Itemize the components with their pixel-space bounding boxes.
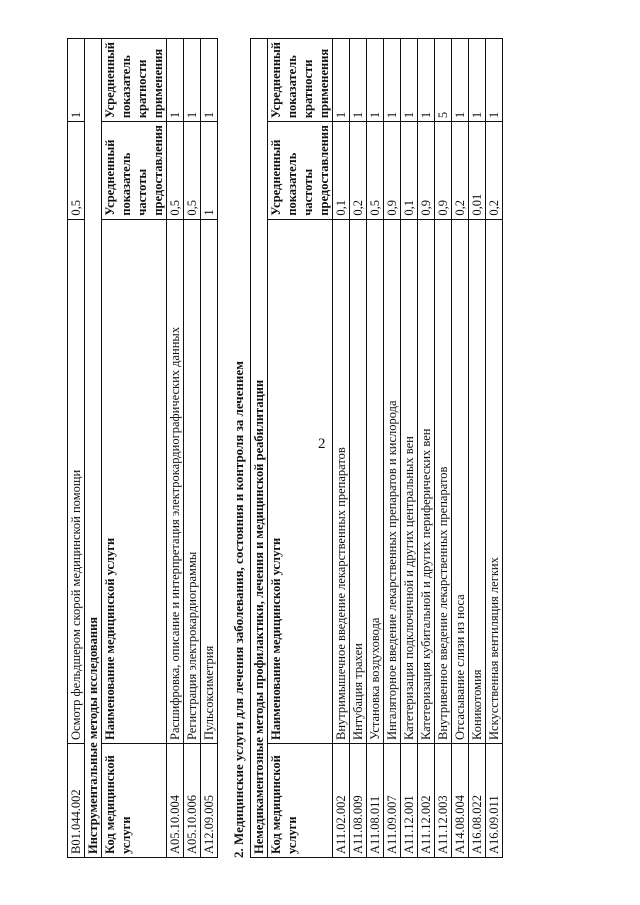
name-cell: Отсасывание слизи из носа: [452, 219, 469, 743]
name-cell: Регистрация электрокардиограммы: [184, 219, 201, 743]
name-cell: Интубация трахеи: [350, 219, 367, 743]
header-code: Код медицинской услуги: [102, 744, 167, 858]
name-cell: Пульсоксиметрия: [201, 219, 218, 743]
code-cell: A11.12.003: [435, 744, 452, 858]
table-diagnostics: [67, 38, 218, 858]
table-row: [435, 39, 452, 858]
section-heading: 2. Медицинские услуги для лечения заболевания, состояния и контроля за лечением: [231, 360, 246, 858]
table-row: [350, 39, 367, 858]
mult-cell: 1: [401, 39, 418, 122]
code-cell: A11.09.007: [384, 744, 401, 858]
freq-cell: 0,1: [401, 122, 418, 220]
code-cell: A16.08.022: [469, 744, 486, 858]
section-title: Немедикаментозные методы профилактики, лечения и медицинской реабилитации: [251, 39, 268, 858]
table-row: [367, 39, 384, 858]
mult-cell: 1: [418, 39, 435, 122]
table-row: [167, 39, 184, 858]
mult-cell: 1: [184, 39, 201, 122]
page-number: 2: [318, 436, 326, 452]
code-cell: A11.12.001: [401, 744, 418, 858]
section-title: Инструментальные методы исследования: [85, 39, 102, 858]
section-row: [251, 39, 268, 858]
code-cell: B01.044.002: [68, 744, 85, 858]
name-cell: Осмотр фельдшером скорой медицинской помощи: [68, 219, 85, 743]
mult-cell: 1: [333, 39, 350, 122]
mult-cell: 1: [486, 39, 503, 122]
table-row: [452, 39, 469, 858]
table-row: [333, 39, 350, 858]
code-cell: A12.09.005: [201, 744, 218, 858]
table-row: [68, 39, 85, 858]
name-cell: Коникотомия: [469, 219, 486, 743]
freq-cell: 0,5: [68, 122, 85, 220]
header-freq: Усредненный показатель частоты предоставления: [102, 122, 167, 220]
freq-cell: 0,5: [167, 122, 184, 220]
freq-cell: 0,5: [184, 122, 201, 220]
header-name: Наименование медицинской услуги: [102, 219, 167, 743]
table-row: [418, 39, 435, 858]
freq-cell: 0,9: [384, 122, 401, 220]
freq-cell: 0,9: [418, 122, 435, 220]
table-row: [201, 39, 218, 858]
name-cell: Искусственная вентиляция легких: [486, 219, 503, 743]
freq-cell: 0,01: [469, 122, 486, 220]
freq-cell: 0,1: [333, 122, 350, 220]
rotated-content: [67, 38, 501, 858]
table-row: [401, 39, 418, 858]
table-row: [184, 39, 201, 858]
name-cell: Установка воздуховода: [367, 219, 384, 743]
mult-cell: 1: [452, 39, 469, 122]
freq-cell: 0,9: [435, 122, 452, 220]
code-cell: A16.09.011: [486, 744, 503, 858]
code-cell: A11.12.002: [418, 744, 435, 858]
header-code: Код медицинской услуги: [268, 744, 333, 858]
code-cell: A05.10.004: [167, 744, 184, 858]
section-row: [85, 39, 102, 858]
code-cell: A14.08.004: [452, 744, 469, 858]
name-cell: Внутривенное введение лекарственных препаратов: [435, 219, 452, 743]
table-row: [469, 39, 486, 858]
mult-cell: 1: [350, 39, 367, 122]
code-cell: A11.02.002: [333, 744, 350, 858]
table-row: [384, 39, 401, 858]
mult-cell: 1: [167, 39, 184, 122]
header-row: [268, 39, 333, 858]
freq-cell: 1: [201, 122, 218, 220]
table-row: [486, 39, 503, 858]
header-freq: Усредненный показатель частоты предоставления: [268, 122, 333, 220]
header-mult: Усредненный показатель кратности применения: [102, 39, 167, 122]
header-name: Наименование медицинской услуги: [268, 219, 333, 743]
mult-cell: 1: [384, 39, 401, 122]
header-row: [102, 39, 167, 858]
mult-cell: 1: [68, 39, 85, 122]
mult-cell: 1: [201, 39, 218, 122]
freq-cell: 0,2: [486, 122, 503, 220]
code-cell: A11.08.009: [350, 744, 367, 858]
mult-cell: 1: [367, 39, 384, 122]
mult-cell: 5: [435, 39, 452, 122]
code-cell: A05.10.006: [184, 744, 201, 858]
name-cell: Катетеризация кубитальной и других периферических вен: [418, 219, 435, 743]
code-cell: A11.08.011: [367, 744, 384, 858]
name-cell: Катетеризация подключичной и других центральных вен: [401, 219, 418, 743]
name-cell: Внутримышечное введение лекарственных препаратов: [333, 219, 350, 743]
name-cell: Ингаляторное введение лекарственных препаратов и кислорода: [384, 219, 401, 743]
header-mult: Усредненный показатель кратности применения: [268, 39, 333, 122]
freq-cell: 0,2: [350, 122, 367, 220]
freq-cell: 0,2: [452, 122, 469, 220]
name-cell: Расшифровка, описание и интерпретация электрокардиографических данных: [167, 219, 184, 743]
freq-cell: 0,5: [367, 122, 384, 220]
mult-cell: 1: [469, 39, 486, 122]
table-treatment: [250, 38, 503, 858]
